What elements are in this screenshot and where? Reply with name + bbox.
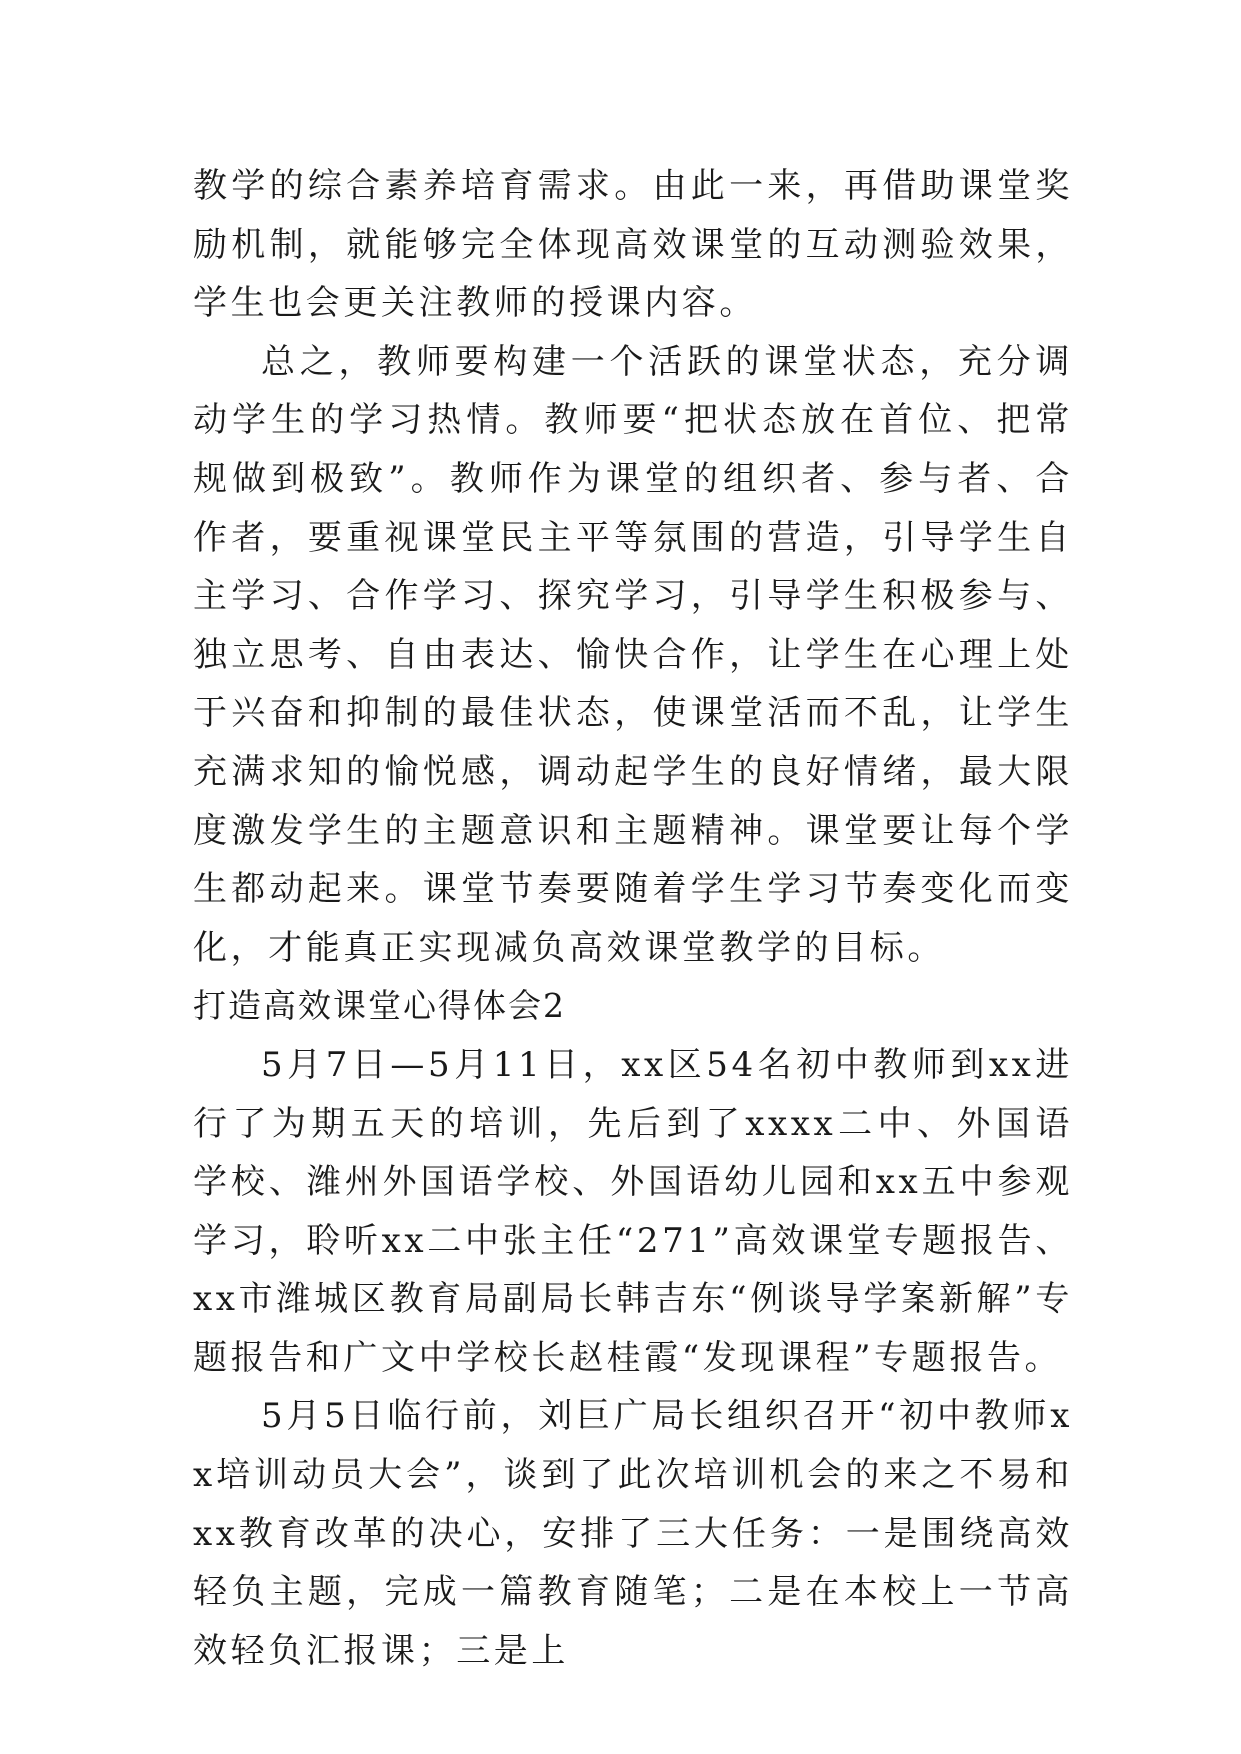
paragraph-1: 教学的综合素养培育需求。由此一来，再借助课堂奖励机制，就能够完全体现高效课堂的互动测验效果，学生也会更关注教师的授课内容。 <box>193 166 1073 324</box>
paragraph-2: 总之，教师要构建一个活跃的课堂状态，充分调动学生的学习热情。教师要“把状态放在首位、把常规做到极致”。教师作为课堂的组织者、参与者、合作者，要重视课堂民主平等氛围的营造，引导学生自主学习、合作学习、探究学习，引导学生积极参与、独立思考、自由表达、愉快合作，让学生在心理上处于兴奋和抑制的最佳状态，使课堂活而不乱，让学生充满求知的愉悦感，调动起学生的良好情绪，最大限度激发学生的主题意识和主题精神。课堂要让每个学生都动起来。课堂节奏要随着学生学习节奏变化而变化，才能真正实现减负高效课堂教学的目标。 <box>193 341 1073 968</box>
document-body <box>193 157 1073 1680</box>
section-title: 打造高效课堂心得体会2 <box>193 986 566 1026</box>
paragraph-3: 5月7日—5月11日，xx区54名初中教师到xx进行了为期五天的培训，先后到了xxxx二中、外国语学校、潍州外国语学校、外国语幼儿园和xx五中参观学习，聆听xx二中张主任“271”高效课堂专题报告、xx市潍城区教育局副局长韩吉东“例谈导学案新解”专题报告和广文中学校长赵桂霞“发现课程”专题报告。 <box>193 1044 1073 1378</box>
paragraph-4: 5月5日临行前，刘巨广局长组织召开“初中教师xx培训动员大会”，谈到了此次培训机会的来之不易和xx教育改革的决心，安排了三大任务：一是围绕高效轻负主题，完成一篇教育随笔；二是在本校上一节高效轻负汇报课；三是上 <box>193 1396 1073 1671</box>
